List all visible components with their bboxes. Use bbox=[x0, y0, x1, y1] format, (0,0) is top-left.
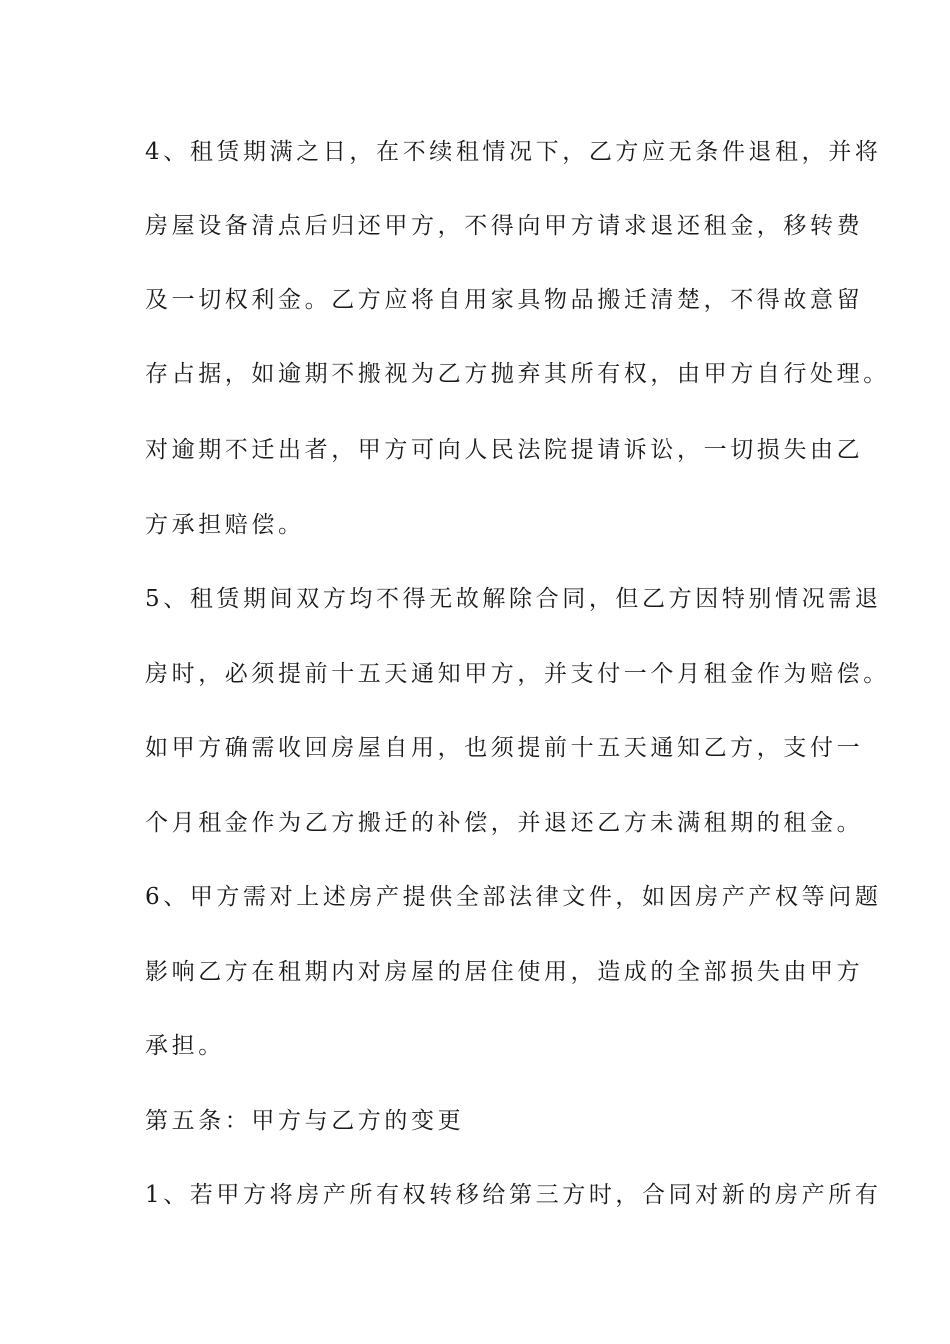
clause-4-line-3: 及一切权利金。乙方应将自用家具物品搬迁清楚，不得故意留 bbox=[145, 287, 864, 313]
clause-5-line-4: 个月租金作为乙方搬迁的补偿，并退还乙方未满租期的租金。 bbox=[145, 810, 864, 836]
section-heading-article-5: 第五条：甲方与乙方的变更 bbox=[145, 1108, 465, 1134]
clause-6-line-2: 影响乙方在租期内对房屋的居住使用，造成的全部损失由甲方 bbox=[145, 959, 864, 985]
clause-4-line-5: 对逾期不迁出者，甲方可向人民法院提请诉讼，一切损失由乙 bbox=[145, 437, 864, 463]
clause-6-line-3: 承担。 bbox=[145, 1033, 225, 1059]
clause-5-line-1: 5、租赁期间双方均不得无故解除合同，但乙方因特别情况需退 bbox=[145, 586, 882, 612]
clause-4-line-4: 存占据，如逾期不搬视为乙方抛弃其所有权，由甲方自行处理。 bbox=[145, 361, 890, 387]
clause-4-line-1: 4、租赁期满之日，在不续租情况下，乙方应无条件退租，并将 bbox=[145, 139, 882, 165]
clause-5-line-2: 房时，必须提前十五天通知甲方，并支付一个月租金作为赔偿。 bbox=[145, 661, 890, 687]
clause-4-line-6: 方承担赔偿。 bbox=[145, 512, 305, 538]
clause-5-line-3: 如甲方确需收回房屋自用，也须提前十五天通知乙方，支付一 bbox=[145, 735, 864, 761]
clause-6-line-1: 6、甲方需对上述房产提供全部法律文件，如因房产产权等问题 bbox=[145, 884, 882, 910]
article-5-clause-1-line-1: 1、若甲方将房产所有权转移给第三方时，合同对新的房产所有 bbox=[145, 1182, 882, 1208]
clause-4-line-2: 房屋设备清点后归还甲方，不得向甲方请求退还租金，移转费 bbox=[145, 213, 864, 239]
